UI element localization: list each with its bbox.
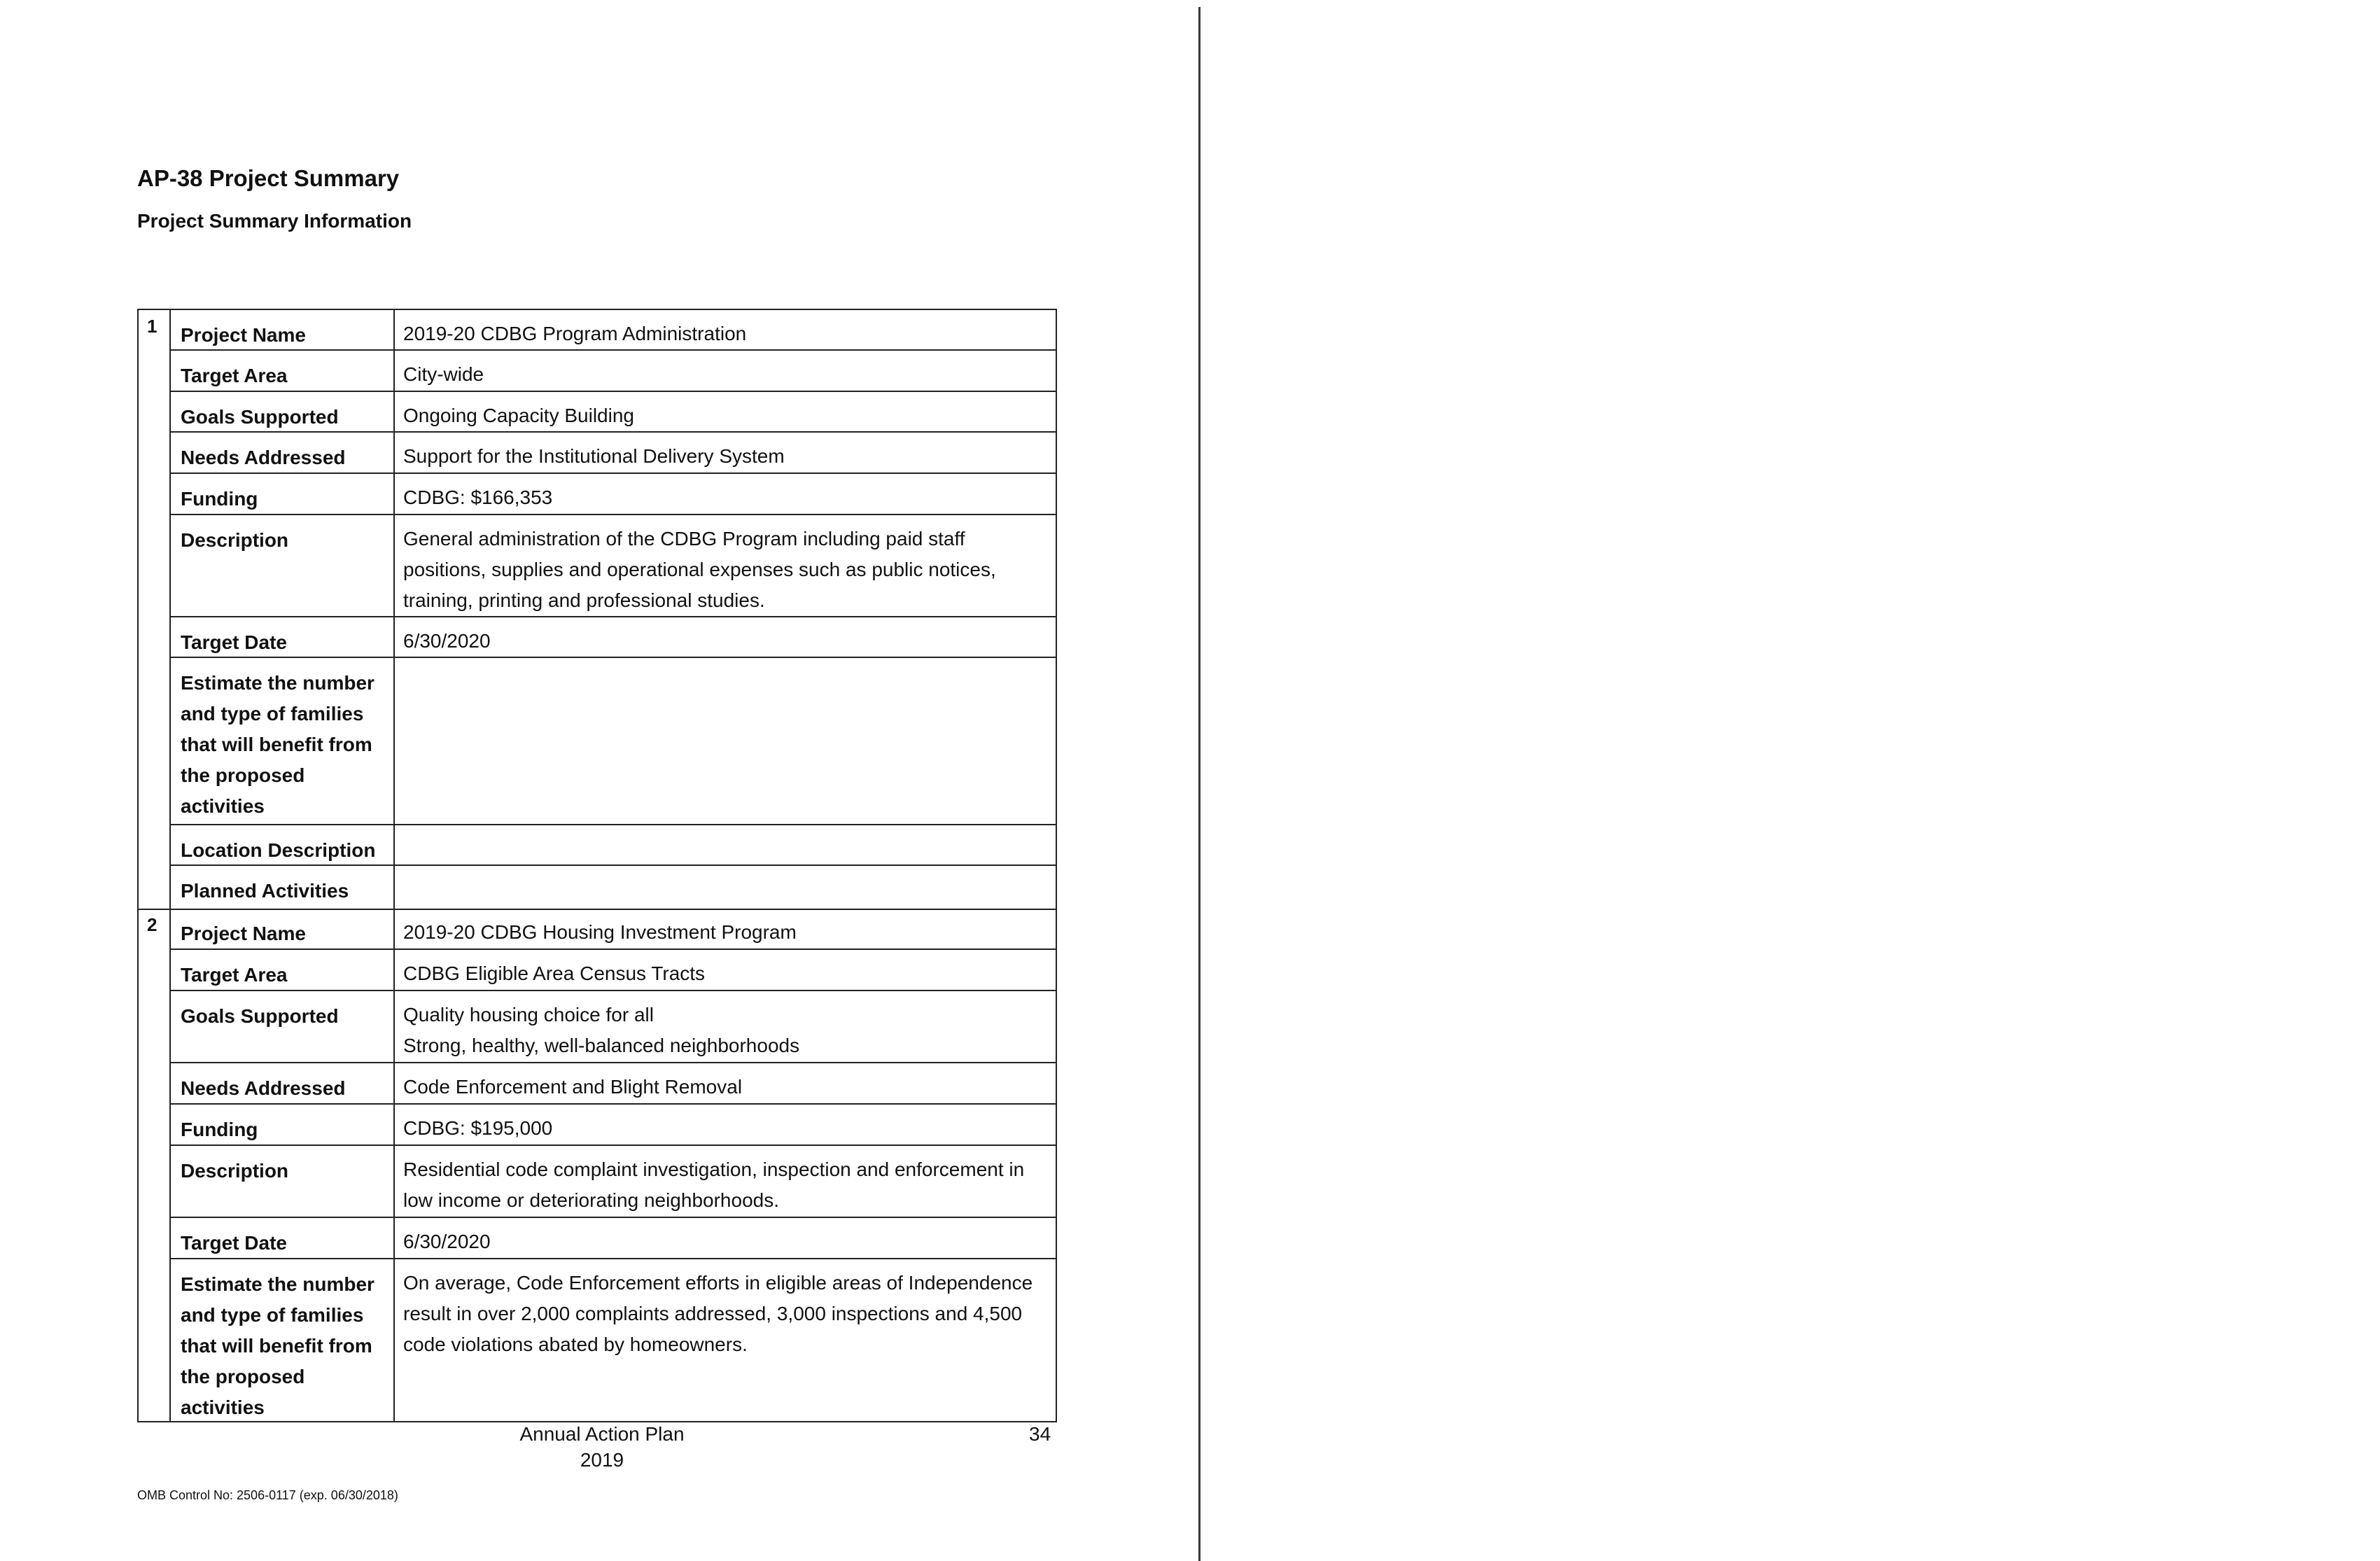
row-label: Project Name bbox=[181, 923, 306, 944]
table-row bbox=[171, 1063, 1056, 1105]
table-row bbox=[171, 825, 1056, 866]
table-row bbox=[171, 1146, 1056, 1218]
row-value: On average, Code Enforcement efforts in eligible areas of Independence result in over 2,000 complaints addressed, 3,000 inspections and 4,500 code violations abated by homeowners. bbox=[403, 1272, 1033, 1355]
row-label: Target Area bbox=[181, 964, 288, 986]
row-value: City-wide bbox=[403, 363, 484, 385]
row-label: Target Area bbox=[181, 365, 288, 386]
table-row bbox=[171, 909, 1056, 950]
row-label: Goals Supported bbox=[181, 1005, 339, 1027]
table-row bbox=[171, 1259, 1056, 1421]
table-row bbox=[171, 658, 1056, 825]
table-row bbox=[171, 515, 1056, 617]
project-number-cell bbox=[139, 909, 171, 1421]
row-label: Description bbox=[181, 529, 289, 551]
row-value: Residential code complaint investigation, inspection and enforcement in low income or deteriorating neighborhoods. bbox=[403, 1158, 1025, 1211]
page-subtitle: Project Summary Information bbox=[137, 210, 412, 232]
row-value: CDBG: $195,000 bbox=[403, 1117, 553, 1139]
table-row bbox=[171, 1105, 1056, 1146]
table-row bbox=[171, 866, 1056, 909]
row-value: 6/30/2020 bbox=[403, 630, 491, 652]
table-row bbox=[171, 950, 1056, 991]
table-row bbox=[171, 351, 1056, 392]
row-label: Needs Addressed bbox=[181, 447, 346, 468]
row-label: Location Description bbox=[181, 839, 376, 861]
table-row bbox=[171, 474, 1056, 515]
row-label: Planned Activities bbox=[181, 880, 349, 902]
project-number-cell bbox=[139, 310, 171, 909]
project-summary-table bbox=[137, 309, 1057, 1422]
row-value: 2019-20 CDBG Housing Investment Program bbox=[403, 921, 797, 943]
page-divider-line bbox=[1198, 7, 1200, 1561]
omb-control-number: OMB Control No: 2506-0117 (exp. 06/30/2018) bbox=[137, 1488, 398, 1502]
row-label: Goals Supported bbox=[181, 406, 339, 428]
table-row bbox=[171, 991, 1056, 1063]
page-number: 34 bbox=[1029, 1423, 1051, 1445]
row-value: Support for the Institutional Delivery System bbox=[403, 445, 785, 467]
table-row bbox=[171, 392, 1056, 433]
footer-plan-year: 2019 bbox=[580, 1449, 624, 1471]
table-row bbox=[171, 1218, 1056, 1259]
row-label: Funding bbox=[181, 488, 258, 510]
table-row bbox=[171, 310, 1056, 351]
row-value: Code Enforcement and Blight Removal bbox=[403, 1076, 743, 1098]
row-label: Estimate the number and type of families that will benefit from the proposed activities bbox=[181, 672, 374, 817]
project-number: 1 bbox=[147, 316, 158, 337]
page-title: AP-38 Project Summary bbox=[137, 165, 400, 191]
row-label: Project Name bbox=[181, 324, 306, 346]
row-label: Target Date bbox=[181, 631, 287, 653]
row-label: Target Date bbox=[181, 1232, 287, 1254]
row-value: CDBG: $166,353 bbox=[403, 486, 553, 508]
row-label: Estimate the number and type of families that will benefit from the proposed activities bbox=[181, 1273, 374, 1418]
project-number: 2 bbox=[147, 914, 158, 935]
row-label: Funding bbox=[181, 1119, 258, 1140]
table-row bbox=[171, 617, 1056, 658]
row-value: 2019-20 CDBG Program Administration bbox=[403, 323, 747, 344]
row-value: Ongoing Capacity Building bbox=[403, 405, 634, 426]
row-value: 6/30/2020 bbox=[403, 1231, 491, 1252]
row-value: CDBG Eligible Area Census Tracts bbox=[403, 962, 706, 984]
row-value: General administration of the CDBG Program including paid staff positions, supplies and operational expenses such as public notices, training, printing and professional studies. bbox=[403, 528, 996, 611]
row-label: Needs Addressed bbox=[181, 1077, 346, 1099]
row-value: Quality housing choice for all Strong, healthy, well-balanced neighborhoods bbox=[403, 1004, 800, 1056]
row-label: Description bbox=[181, 1160, 289, 1182]
footer-plan-title: Annual Action Plan bbox=[519, 1423, 685, 1445]
table-row bbox=[171, 433, 1056, 474]
